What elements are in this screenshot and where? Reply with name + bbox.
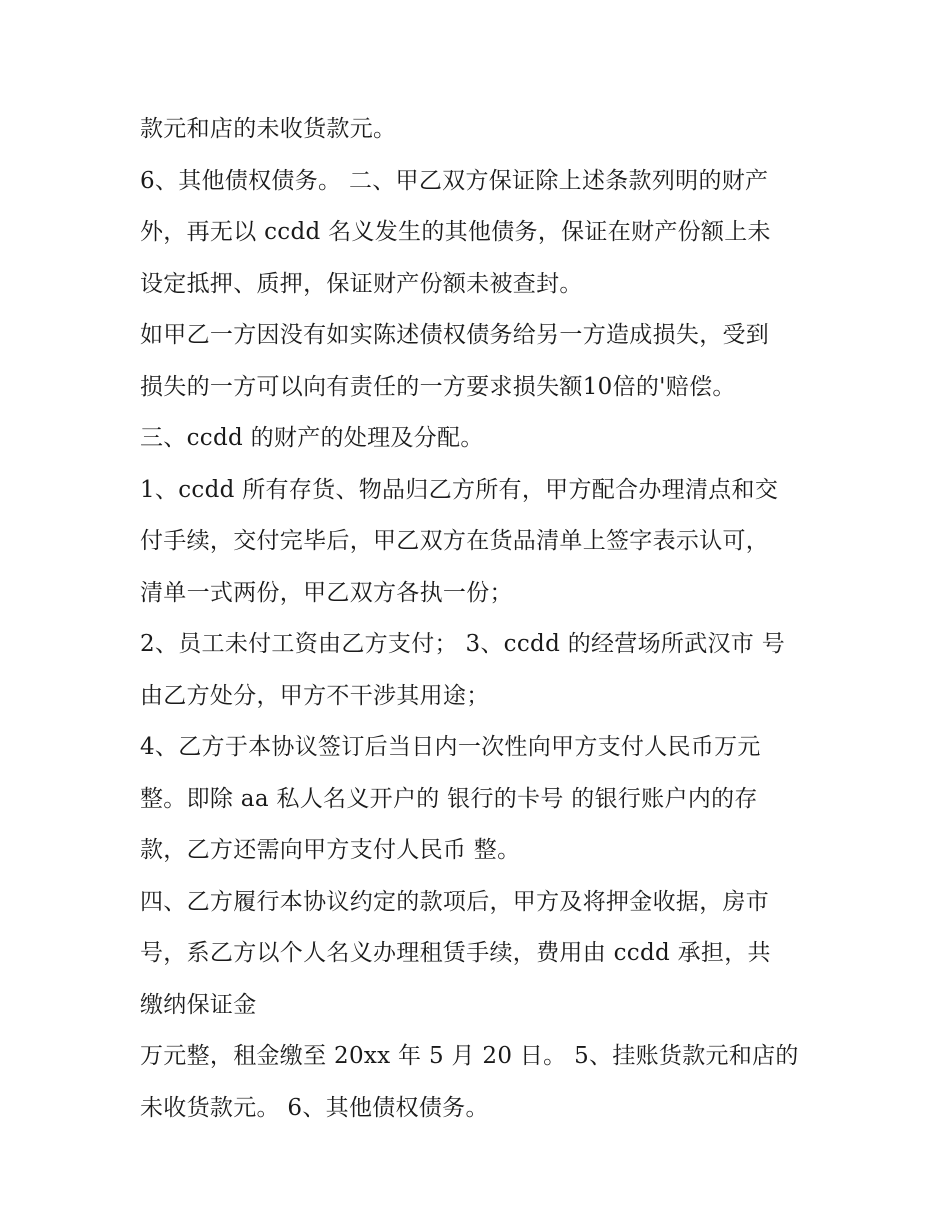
text-line: 6、其他债权债务。 二、甲乙双方保证除上述条款列明的财产 (140, 167, 769, 194)
text-line: 由乙方处分，甲方不干涉其用途； (140, 682, 490, 709)
text-line: 款元和店的未收货款元。 (140, 116, 397, 142)
text-line: 清单一式两份，甲乙双方各执一份； (140, 579, 513, 606)
text-line: 四、乙方履行本协议约定的款项后，甲方及将押金收据，房市 (140, 888, 770, 915)
document-body (140, 104, 820, 1134)
text-line: 4、乙方于本协议签订后当日内一次性向甲方支付人民币万元 (140, 734, 761, 760)
text-line: 损失的一方可以向有责任的一方要求损失额10倍的'赔偿。 (140, 373, 736, 400)
text-line: 1、ccdd 所有存货、物品归乙方所有，甲方配合办理清点和交 (140, 476, 779, 503)
text-line: 2、员工未付工资由乙方支付； 3、ccdd 的经营场所武汉市 号 (140, 631, 786, 657)
text-line: 设定抵押、质押，保证财产份额未被查封。 (140, 270, 583, 297)
text-line: 万元整，租金缴至 20xx 年 5 月 20 日。 5、挂账货款元和店的 (140, 1043, 799, 1069)
text-line: 整。即除 aa 私人名义开户的 银行的卡号 的银行账户内的存 (140, 785, 758, 812)
text-line: 三、ccdd 的财产的处理及分配。 (140, 425, 484, 451)
text-line: 外，再无以 ccdd 名义发生的其他债务，保证在财产份额上未 (140, 219, 771, 245)
text-line: 号，系乙方以个人名义办理租赁手续，费用由 ccdd 承担，共 (140, 940, 771, 966)
text-line: 款，乙方还需向甲方支付人民币 整。 (140, 837, 521, 863)
text-line: 未收货款元。 6、其他债权债务。 (140, 1094, 489, 1121)
text-line: 付手续，交付完毕后，甲乙双方在货品清单上签字表示认可， (140, 528, 770, 554)
text-line: 缴纳保证金 (140, 991, 257, 1018)
text-line: 如甲乙一方因没有如实陈述债权债务给另一方造成损失，受到 (140, 322, 770, 348)
